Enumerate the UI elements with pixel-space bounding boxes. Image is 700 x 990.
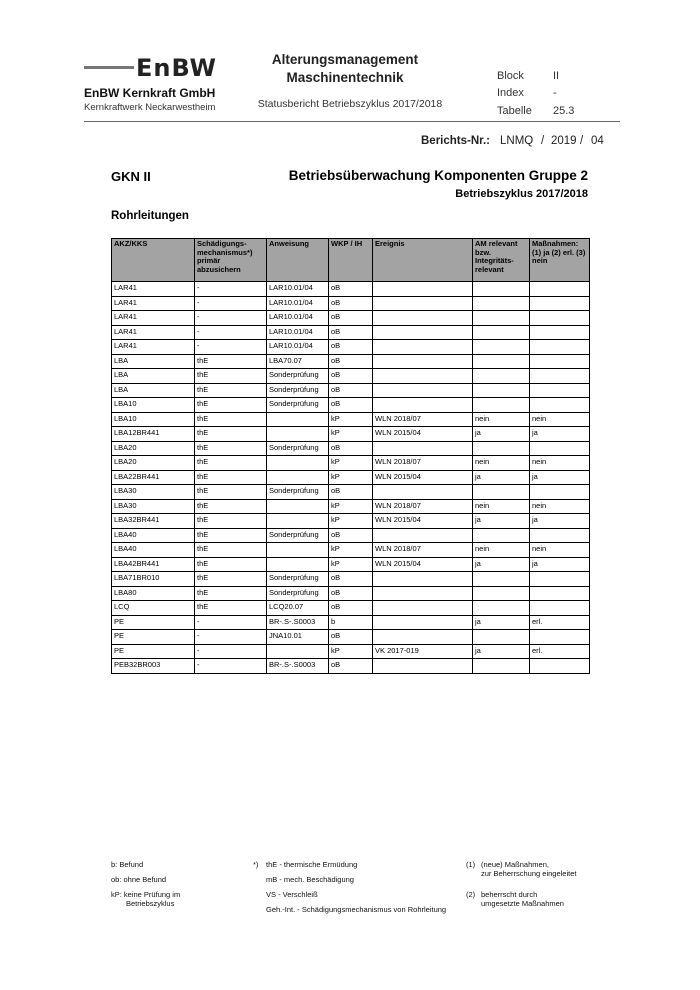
- col-am-relevant-cell: ja: [473, 514, 530, 529]
- col-anweisung-cell: [267, 543, 329, 558]
- col-akz-kks-cell: LBA40: [112, 528, 195, 543]
- col-wkp-ih-cell: oB: [329, 398, 373, 413]
- col-anweisung-cell: LBA70.07: [267, 354, 329, 369]
- col-akz-kks-cell: LBA32BR441: [112, 514, 195, 529]
- col-massnahmen-cell: [530, 296, 590, 311]
- col-ereignis-cell: [373, 615, 473, 630]
- footnote-befund: b: Befund: [111, 860, 144, 869]
- col-akz-kks-cell: LBA: [112, 369, 195, 384]
- col-schaedigung-cell: thE: [195, 441, 267, 456]
- col-am-relevant-cell: [473, 340, 530, 355]
- report-number-sep1: /: [541, 135, 545, 147]
- col-wkp-ih-cell: oB: [329, 441, 373, 456]
- col-akz-kks-cell: LBA71BR010: [112, 572, 195, 587]
- col-am-relevant-cell: ja: [473, 644, 530, 659]
- footnote-geh-int: Geh.-Int. - Schädigungsmechanismus von Rohrleitung: [266, 905, 447, 914]
- company-name: EnBW Kernkraft GmbH: [84, 86, 216, 100]
- col-anweisung-cell: Sonderprüfung: [267, 369, 329, 384]
- col-schaedigung-cell: thE: [195, 557, 267, 572]
- col-am-relevant-cell: [473, 586, 530, 601]
- col-am-relevant-cell: [473, 354, 530, 369]
- col-ereignis-cell: [373, 282, 473, 297]
- col-ereignis-cell: VK 2017-019: [373, 644, 473, 659]
- col-schaedigung-cell: -: [195, 644, 267, 659]
- col-am-relevant-cell: [473, 630, 530, 645]
- col-wkp-ih-cell: oB: [329, 340, 373, 355]
- table-row: [112, 296, 590, 311]
- col-ereignis-cell: [373, 325, 473, 340]
- col-massnahmen-cell: nein: [530, 412, 590, 427]
- col-am-relevant-cell: nein: [473, 499, 530, 514]
- col-schaedigung-cell: thE: [195, 499, 267, 514]
- table-row: [112, 398, 590, 413]
- doc-subtitle: Statusbericht Betriebszyklus 2017/2018: [257, 98, 443, 110]
- col-schaedigung-cell: thE: [195, 470, 267, 485]
- enbw-logo: EnBW: [136, 54, 217, 82]
- col-anweisung-cell: Sonderprüfung: [267, 586, 329, 601]
- col-ereignis-cell: [373, 441, 473, 456]
- col-anweisung-cell: [267, 499, 329, 514]
- table-row: [112, 340, 590, 355]
- col-ereignis-cell: WLN 2015/04: [373, 470, 473, 485]
- col-massnahmen-cell: [530, 369, 590, 384]
- col-massnahmen-cell: [530, 311, 590, 326]
- col-am-relevant-cell: [473, 311, 530, 326]
- table-header-row: [112, 239, 590, 282]
- col-massnahmen-cell: ja: [530, 514, 590, 529]
- col-ereignis-cell: [373, 528, 473, 543]
- col-schaedigung-cell: thE: [195, 456, 267, 471]
- col-akz-kks-cell: LBA10: [112, 412, 195, 427]
- col-ereignis-cell: WLN 2018/07: [373, 456, 473, 471]
- components-table: [111, 238, 590, 674]
- col-akz-kks-cell: LAR41: [112, 282, 195, 297]
- col-schaedigung-cell: thE: [195, 543, 267, 558]
- col-schaedigung-cell: -: [195, 311, 267, 326]
- report-number-prefix: LNMQ: [500, 135, 534, 147]
- col-schaedigung-cell: thE: [195, 601, 267, 616]
- col-anweisung-cell: [267, 557, 329, 572]
- col-ereignis-cell: [373, 354, 473, 369]
- col-schaedigung-cell: thE: [195, 427, 267, 442]
- col-ereignis-cell: [373, 296, 473, 311]
- col-ereignis-cell: [373, 586, 473, 601]
- col-am-relevant-cell: ja: [473, 427, 530, 442]
- col-am-relevant-cell: [473, 296, 530, 311]
- col-schaedigung-cell: thE: [195, 383, 267, 398]
- col-ereignis-cell: [373, 659, 473, 674]
- col-anweisung-cell: Sonderprüfung: [267, 398, 329, 413]
- col-schaedigung-cell: thE: [195, 369, 267, 384]
- col-massnahmen-cell: [530, 340, 590, 355]
- meta-value-tabelle: 25.3: [553, 105, 575, 117]
- col-anweisung-cell: [267, 427, 329, 442]
- col-anweisung-cell: JNA10.01: [267, 630, 329, 645]
- meta-label-index: Index: [497, 87, 524, 99]
- col-am-relevant-cell: [473, 528, 530, 543]
- col-wkp-ih-cell: kP: [329, 470, 373, 485]
- col-schaedigung-cell: -: [195, 296, 267, 311]
- col-akz-kks-cell: LAR41: [112, 340, 195, 355]
- table-row: [112, 427, 590, 442]
- col-am-relevant-cell: [473, 601, 530, 616]
- col-am-relevant-cell: [473, 383, 530, 398]
- footnote-vs: VS - Verschleiß: [266, 890, 318, 899]
- col-massnahmen-cell: [530, 630, 590, 645]
- col-ereignis-cell: WLN 2018/07: [373, 412, 473, 427]
- col-am-relevant-cell: [473, 441, 530, 456]
- col-anweisung-cell: LAR10.01/04: [267, 340, 329, 355]
- plant-name: Kernkraftwerk Neckarwestheim: [84, 102, 216, 113]
- col-anweisung-cell: LAR10.01/04: [267, 311, 329, 326]
- col-anweisung-cell: Sonderprüfung: [267, 485, 329, 500]
- col-am-relevant-cell: [473, 325, 530, 340]
- col-am-relevant-cell: [473, 398, 530, 413]
- col-ereignis-cell: [373, 383, 473, 398]
- col-wkp-ih-cell: kP: [329, 644, 373, 659]
- col-massnahmen-cell: [530, 659, 590, 674]
- col-schaedigung-cell: thE: [195, 354, 267, 369]
- report-number-sep2: /: [580, 135, 584, 147]
- col-am-relevant-cell: ja: [473, 470, 530, 485]
- col-akz-kks-cell: LBA12BR441: [112, 427, 195, 442]
- col-anweisung-cell: [267, 456, 329, 471]
- col-wkp-ih-cell: oB: [329, 282, 373, 297]
- col-anweisung-cell: Sonderprüfung: [267, 383, 329, 398]
- col-massnahmen-cell: [530, 354, 590, 369]
- col-am-relevant-header: AM relevant bzw. Integritäts-relevant: [473, 239, 530, 282]
- meta-value-block: II: [553, 70, 560, 82]
- col-ereignis-cell: [373, 485, 473, 500]
- col-am-relevant-cell: [473, 282, 530, 297]
- col-anweisung-header: Anweisung: [267, 239, 329, 282]
- col-akz-kks-cell: PE: [112, 644, 195, 659]
- col-am-relevant-cell: ja: [473, 615, 530, 630]
- header-divider: [84, 121, 620, 122]
- footnote-keine-pruefung-cont: Betriebszyklus: [126, 899, 175, 908]
- table-row: [112, 456, 590, 471]
- table-row: [112, 441, 590, 456]
- footnote-neue-massnahmen-cont: zur Beherrschung eingeleitet: [481, 869, 577, 878]
- col-am-relevant-cell: [473, 572, 530, 587]
- col-ereignis-cell: WLN 2018/07: [373, 543, 473, 558]
- col-massnahmen-cell: ja: [530, 470, 590, 485]
- col-wkp-ih-cell: kP: [329, 427, 373, 442]
- col-wkp-ih-cell: oB: [329, 325, 373, 340]
- operating-cycle: Betriebszyklus 2017/2018: [455, 188, 588, 200]
- col-ereignis-cell: [373, 340, 473, 355]
- col-akz-kks-cell: PEB32BR003: [112, 659, 195, 674]
- meta-label-block: Block: [497, 70, 524, 82]
- col-wkp-ih-cell: oB: [329, 311, 373, 326]
- col-massnahmen-cell: ja: [530, 557, 590, 572]
- col-schaedigung-cell: -: [195, 340, 267, 355]
- col-wkp-ih-cell: oB: [329, 485, 373, 500]
- footnote-keine-pruefung: kP: keine Prüfung im: [111, 890, 181, 899]
- col-schaedigung-cell: -: [195, 325, 267, 340]
- table-row: [112, 354, 590, 369]
- col-akz-kks-cell: PE: [112, 615, 195, 630]
- table-row: [112, 282, 590, 297]
- logo-line: [84, 66, 134, 69]
- col-massnahmen-cell: [530, 528, 590, 543]
- col-schaedigung-cell: thE: [195, 528, 267, 543]
- col-ereignis-cell: [373, 369, 473, 384]
- col-akz-kks-header: AKZ/KKS: [112, 239, 195, 282]
- col-wkp-ih-cell: oB: [329, 630, 373, 645]
- col-schaedigung-cell: -: [195, 282, 267, 297]
- col-anweisung-cell: [267, 514, 329, 529]
- col-anweisung-cell: BR-.S-.S0003: [267, 615, 329, 630]
- table-row: [112, 572, 590, 587]
- col-schaedigung-cell: -: [195, 630, 267, 645]
- col-wkp-ih-cell: oB: [329, 659, 373, 674]
- table-row: [112, 659, 590, 674]
- footnote-ohne-befund: ob: ohne Befund: [111, 875, 167, 884]
- footnote-the: thE - thermische Ermüdung: [266, 860, 358, 869]
- col-massnahmen-cell: [530, 282, 590, 297]
- doc-title-line1: Alterungsmanagement: [271, 52, 419, 67]
- col-massnahmen-cell: [530, 586, 590, 601]
- col-ereignis-cell: WLN 2015/04: [373, 427, 473, 442]
- col-am-relevant-cell: nein: [473, 412, 530, 427]
- col-akz-kks-cell: LBA30: [112, 485, 195, 500]
- footnote-marker-1: (1): [466, 860, 476, 869]
- col-wkp-ih-cell: oB: [329, 528, 373, 543]
- footnote-neue-massnahmen: (neue) Maßnahmen,: [481, 860, 549, 869]
- col-akz-kks-cell: PE: [112, 630, 195, 645]
- col-akz-kks-cell: LBA80: [112, 586, 195, 601]
- col-ereignis-cell: WLN 2015/04: [373, 514, 473, 529]
- col-am-relevant-cell: [473, 659, 530, 674]
- footnote-beherrscht: beherrscht durch: [481, 890, 538, 899]
- col-massnahmen-cell: [530, 383, 590, 398]
- col-akz-kks-cell: LBA22BR441: [112, 470, 195, 485]
- col-wkp-ih-cell: oB: [329, 572, 373, 587]
- table-row: [112, 470, 590, 485]
- col-schaedigung-cell: thE: [195, 485, 267, 500]
- table-row: [112, 514, 590, 529]
- col-anweisung-cell: LAR10.01/04: [267, 296, 329, 311]
- col-akz-kks-cell: LBA42BR441: [112, 557, 195, 572]
- col-schaedigung-cell: thE: [195, 586, 267, 601]
- report-number-label: Berichts-Nr.:: [421, 135, 491, 147]
- col-schaedigung-cell: -: [195, 659, 267, 674]
- page-heading: Betriebsüberwachung Komponenten Gruppe 2: [288, 168, 588, 183]
- col-schaedigung-header: Schädigungs-mechanismus*) primär abzusichern: [195, 239, 267, 282]
- col-massnahmen-cell: erl.: [530, 644, 590, 659]
- col-massnahmen-header: Maßnahmen: (1) ja (2) erl. (3) nein: [530, 239, 590, 282]
- col-ereignis-header: Ereignis: [373, 239, 473, 282]
- footnote-beherrscht-cont: umgesetzte Maßnahmen: [481, 899, 564, 908]
- col-wkp-ih-cell: kP: [329, 456, 373, 471]
- col-schaedigung-cell: -: [195, 615, 267, 630]
- col-wkp-ih-cell: oB: [329, 383, 373, 398]
- col-anweisung-cell: LAR10.01/04: [267, 282, 329, 297]
- doc-title-line2: Maschinentechnik: [286, 70, 404, 85]
- table-row: [112, 557, 590, 572]
- col-wkp-ih-cell: kP: [329, 499, 373, 514]
- col-massnahmen-cell: nein: [530, 456, 590, 471]
- col-wkp-ih-cell: b: [329, 615, 373, 630]
- table-row: [112, 615, 590, 630]
- footnote-star-marker: *): [253, 860, 259, 869]
- col-akz-kks-cell: LCQ: [112, 601, 195, 616]
- col-akz-kks-cell: LBA20: [112, 441, 195, 456]
- col-anweisung-cell: [267, 412, 329, 427]
- col-wkp-ih-cell: kP: [329, 543, 373, 558]
- col-anweisung-cell: Sonderprüfung: [267, 572, 329, 587]
- col-massnahmen-cell: nein: [530, 543, 590, 558]
- col-schaedigung-cell: thE: [195, 398, 267, 413]
- col-am-relevant-cell: nein: [473, 543, 530, 558]
- col-wkp-ih-cell: kP: [329, 557, 373, 572]
- plant-code: GKN II: [111, 169, 151, 184]
- table-row: [112, 412, 590, 427]
- table-row: [112, 369, 590, 384]
- col-anweisung-cell: [267, 644, 329, 659]
- col-wkp-ih-cell: oB: [329, 354, 373, 369]
- col-massnahmen-cell: [530, 572, 590, 587]
- col-akz-kks-cell: LBA: [112, 383, 195, 398]
- col-ereignis-cell: WLN 2015/04: [373, 557, 473, 572]
- table-body: [112, 282, 590, 674]
- col-wkp-ih-header: WKP / IH: [329, 239, 373, 282]
- col-anweisung-cell: BR-.S-.S0003: [267, 659, 329, 674]
- table-row: [112, 601, 590, 616]
- col-massnahmen-cell: nein: [530, 499, 590, 514]
- col-akz-kks-cell: LAR41: [112, 296, 195, 311]
- report-number-year: 2019: [551, 135, 577, 147]
- col-anweisung-cell: Sonderprüfung: [267, 528, 329, 543]
- col-akz-kks-cell: LBA30: [112, 499, 195, 514]
- col-am-relevant-cell: [473, 369, 530, 384]
- col-schaedigung-cell: thE: [195, 572, 267, 587]
- col-akz-kks-cell: LAR41: [112, 325, 195, 340]
- table-row: [112, 383, 590, 398]
- col-am-relevant-cell: ja: [473, 557, 530, 572]
- col-schaedigung-cell: thE: [195, 514, 267, 529]
- col-akz-kks-cell: LBA10: [112, 398, 195, 413]
- col-akz-kks-cell: LBA40: [112, 543, 195, 558]
- col-wkp-ih-cell: oB: [329, 601, 373, 616]
- col-schaedigung-cell: thE: [195, 412, 267, 427]
- col-ereignis-cell: [373, 572, 473, 587]
- col-massnahmen-cell: ja: [530, 427, 590, 442]
- col-akz-kks-cell: LBA: [112, 354, 195, 369]
- section-title: Rohrleitungen: [111, 210, 189, 222]
- col-wkp-ih-cell: kP: [329, 514, 373, 529]
- col-wkp-ih-cell: oB: [329, 369, 373, 384]
- footnote-mb: mB - mech. Beschädigung: [266, 875, 354, 884]
- meta-label-tabelle: Tabelle: [497, 105, 532, 117]
- col-massnahmen-cell: [530, 398, 590, 413]
- col-ereignis-cell: [373, 601, 473, 616]
- col-massnahmen-cell: [530, 485, 590, 500]
- col-massnahmen-cell: [530, 325, 590, 340]
- table-row: [112, 325, 590, 340]
- col-ereignis-cell: [373, 630, 473, 645]
- col-massnahmen-cell: erl.: [530, 615, 590, 630]
- table-row: [112, 630, 590, 645]
- table-row: [112, 528, 590, 543]
- col-am-relevant-cell: nein: [473, 456, 530, 471]
- col-massnahmen-cell: [530, 441, 590, 456]
- table-row: [112, 644, 590, 659]
- table-row: [112, 586, 590, 601]
- col-ereignis-cell: [373, 398, 473, 413]
- col-anweisung-cell: LAR10.01/04: [267, 325, 329, 340]
- col-am-relevant-cell: [473, 485, 530, 500]
- meta-value-index: -: [553, 87, 557, 99]
- table-row: [112, 485, 590, 500]
- col-anweisung-cell: Sonderprüfung: [267, 441, 329, 456]
- col-anweisung-cell: [267, 470, 329, 485]
- col-anweisung-cell: LCQ20.07: [267, 601, 329, 616]
- table-row: [112, 543, 590, 558]
- footnote-marker-2: (2): [466, 890, 476, 899]
- table-row: [112, 499, 590, 514]
- col-akz-kks-cell: LBA20: [112, 456, 195, 471]
- col-akz-kks-cell: LAR41: [112, 311, 195, 326]
- col-ereignis-cell: WLN 2018/07: [373, 499, 473, 514]
- col-wkp-ih-cell: kP: [329, 412, 373, 427]
- col-massnahmen-cell: [530, 601, 590, 616]
- report-number-seq: 04: [591, 135, 604, 147]
- col-ereignis-cell: [373, 311, 473, 326]
- col-wkp-ih-cell: oB: [329, 586, 373, 601]
- col-wkp-ih-cell: oB: [329, 296, 373, 311]
- table-row: [112, 311, 590, 326]
